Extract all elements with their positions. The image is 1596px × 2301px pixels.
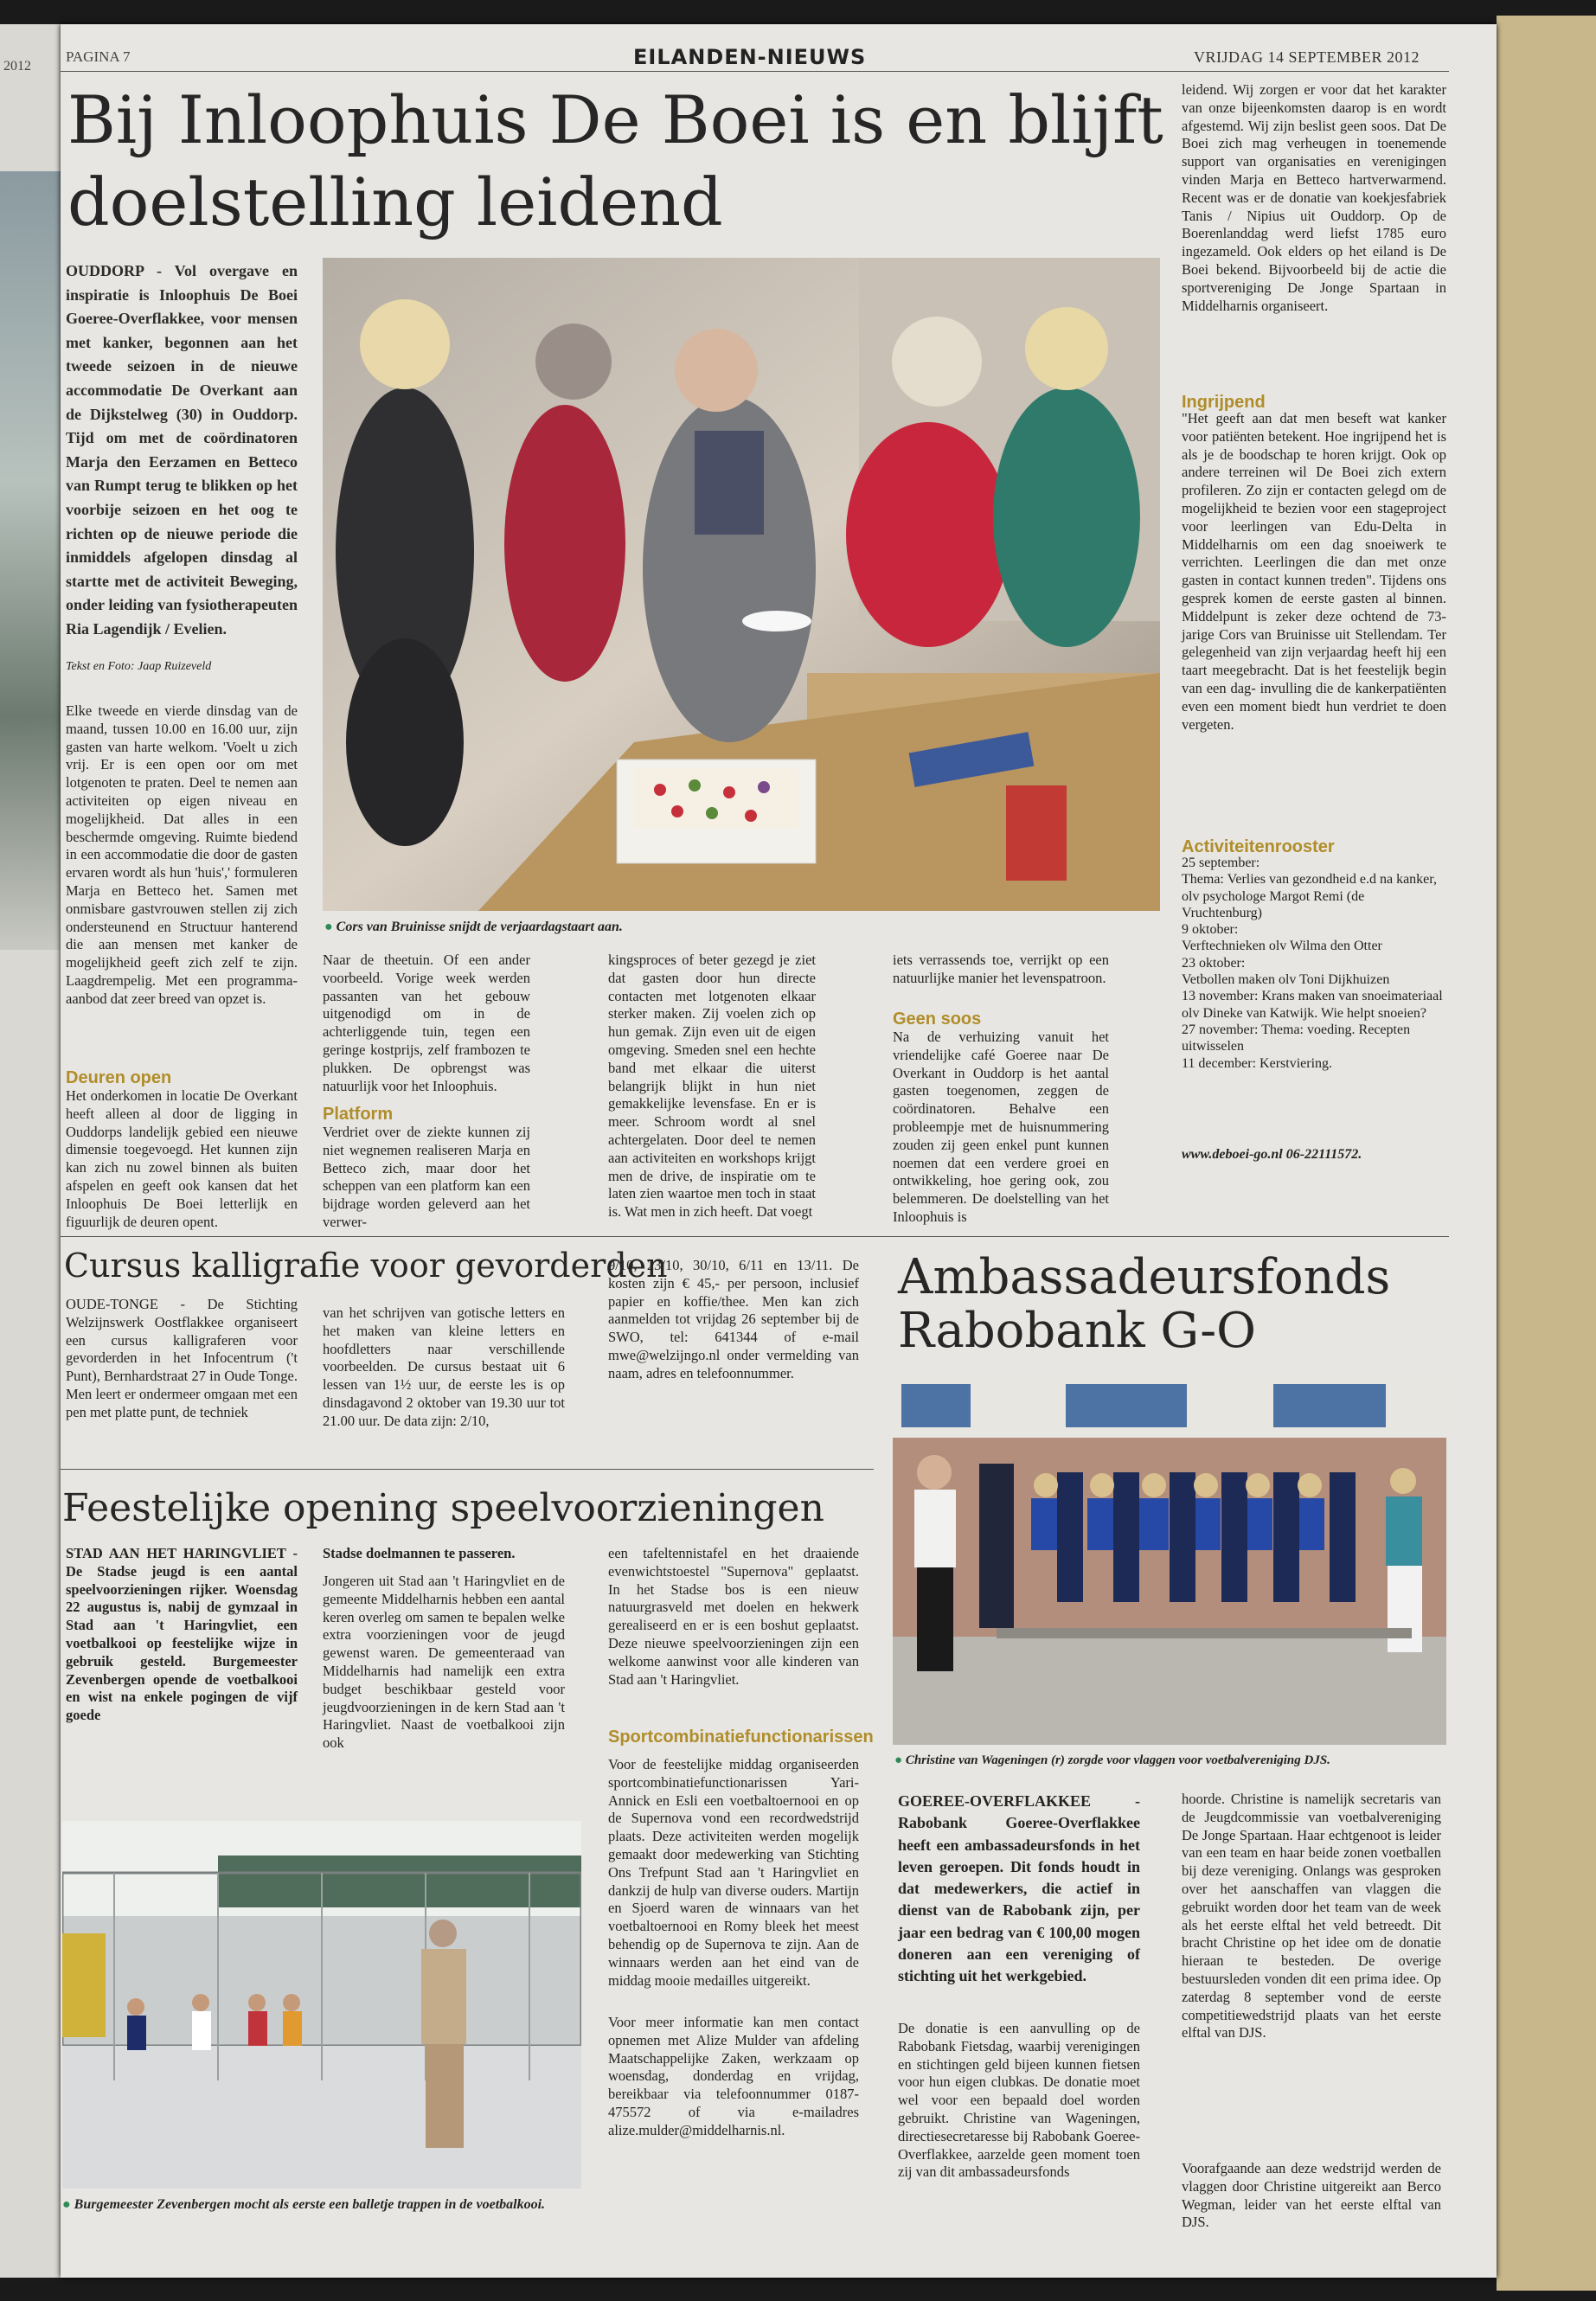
schedule-line: 13 november: Krans maken van snoeimateriaal olv Dineke van Katwijk. Wie helpt snoeien? <box>1182 989 1443 1021</box>
subhead-platform: Platform <box>323 1105 394 1124</box>
issue-date: VRIJDAG 14 SEPTEMBER 2012 <box>1194 48 1420 66</box>
article3-col3b: Voor de feestelijke middag organiseerden sportcombinatiefunctionarissen Yari-Annick en Esli een voetbaltoernooi en op de Supernova vond een recordwedstrijd plaats. Deze activiteiten werden mogelijk gemaakt door medewerking van Stichting Ons Trefpunt Stad aan 't Haringvliet en dankzij de hulp van diverse ouders. Martijn en Sjoerd waren de winnaars van het voetbaltoernooi en Romy bleek het meest behendig op de Supernova te zijn. Aan de winnaars werden aan het eind van de middag mooie medailles uitgereikt. <box>608 1756 859 1989</box>
article1-headline-line1: Bij Inloophuis De Boei is en blijft <box>67 81 1163 158</box>
section-rule <box>61 1469 874 1470</box>
subhead-ingrijpend: Ingrijpend <box>1182 393 1266 412</box>
schedule-line: Vetbollen maken olv Toni Dijkhuizen <box>1182 972 1390 988</box>
website-link[interactable]: www.deboei-go.nl 06-22111572. <box>1182 1147 1362 1162</box>
section-rule <box>61 1236 1449 1237</box>
article4-headline-line2: Rabobank G-O <box>898 1303 1257 1359</box>
flags-team-photo <box>893 1377 1446 1745</box>
newspaper-page <box>61 24 1497 2278</box>
article4-col1: De donatie is een aanvulling op de Rabobank Fietsdag, waarbij verenigingen en stichtingen geld bijeen kunnen fietsen voor hun eigen clubkas. De donatie moet wel voor een bepaald doel worden gebruikt. Christine van Wageningen, directiesecretaresse bij Rabobank Goeree-Overflakkee, aarzelde geen moment toen zij van dit ambassadeursfonds <box>898 2020 1140 2181</box>
article3-col2: Jongeren uit Stad aan 't Haringvliet en de gemeente Middelharnis hebben een aantal keren overleg om samen te bepalen welke extra voorzieningen voor de jeugd gewenst waren. De gemeenteraad van Middelharnis had namelijk een extra budget beschikbaar gesteld voor jeugdvoorzieningen in de kern Stad aan 't Haringvliet. Naast de voetbalkooi zijn ook <box>323 1573 565 1752</box>
schedule-line: 25 september: <box>1182 856 1260 870</box>
article1-photo-caption-text: Cors van Bruinisse snijdt de verjaardagstaart aan. <box>336 920 623 934</box>
article3-photo-caption: ● Burgemeester Zevenbergen mocht als eerste een balletje trappen in de voetbalkooi. <box>62 2197 546 2212</box>
schedule-line: Thema: Verlies van gezondheid e.d na kanker, olv psychologe Margot Remi (de Vruchtenburg) <box>1182 872 1437 920</box>
article4-col2b: Voorafgaande aan deze wedstrijd werden de vlaggen door Christine uitgereikt aan Berco Wegman, leider van het eerste elftal van DJS. <box>1182 2160 1441 2231</box>
book-edge <box>1497 16 1596 2291</box>
article2-col1: OUDE-TONGE - De Stichting Welzijnswerk Oostflakkee organiseert een cursus kalligraferen voor gevorderden in het Infocentrum ('t Punt), Bernhardstraat 27 in Oude Tonge. Men leert er ondermeer omgaan met een pen met platte punt, de techniek <box>66 1296 298 1420</box>
article1-col3-body: kingsproces of beter gezegd je ziet dat gasten door hun directe contacten met lotgenoten elkaar sterker maken. Zij voelen zich op hun gemak. Zijn even uit de eigen omgeving. Smeden snel een hechte band met elkaar die uiterst belangrijk blijkt in hun niet gemakkelijke levensfase. En er is meer. Schroom wordt al snel achtergelaten. Door deel te nemen aan activiteiten en workshops krijgt men de drive, de inspiratie om te laten zien waartoe men toch in staat is. Wat men in zich heeft. Dat voegt <box>608 952 816 1221</box>
article1-body1: Elke tweede en vierde dinsdag van de maand, tussen 10.00 en 16.00 uur, zijn gasten van harte welkom. 'Voelt u zich vrij. Er is een open oor om met lotgenoten te praten. Deel te nemen aan activiteiten op eigen niveau en mogelijkheid. Dat alles in een beschermde omgeving. Ruimte biedend in een accommodatie die door de gasten ervaren wordt als hun 'huis',' formuleren Marja en Betteco het. Samen met onmisbare gastvrouwen stellen zij zich ondersteunend en Structuur hanterend die aan mensen met kanker de mogelijkheid geeft zich zelf te zijn. Laagdrempelig. Met een programma-aanbod dat zeer breed van opzet is. <box>66 702 298 1007</box>
subhead-activiteitenrooster: Activiteitenrooster <box>1182 837 1335 856</box>
article1-headline-line2: doelstelling leidend <box>67 163 723 240</box>
schedule-line: Verftechnieken olv Wilma den Otter <box>1182 939 1382 954</box>
article2-col2: van het schrijven van gotische letters en het maken van kleine letters en hoofdletters naar verschillende voorbeelden. De cursus bestaat uit 6 lessen van 1½ uur, de eerste les is op dinsdagavond 2 oktober van 19.30 uur tot 21.00 uur. De data zijn: 2/10, <box>323 1304 565 1429</box>
schedule-line: 9 oktober: <box>1182 922 1239 938</box>
article3-col3: een tafeltennistafel en het draaiende evenwichtstoestel "Supernova" geplaatst. In het Stadse bos is een nieuw natuurgrasveld met doelen en hekwerk gerealiseerd en er is een boshut geplaatst. Deze nieuwe speelvoorzieningen zijn een welkome aanwinst voor alle kinderen van Stad aan 't Haringvliet. <box>608 1545 859 1688</box>
article3-headline: Feestelijke opening speelvoorzieningen <box>62 1486 824 1530</box>
article3-lead: STAD AAN HET HARINGVLIET - De Stadse jeugd is een aantal speelvoorzieningen rijker. Woensdag 22 augustus is, nabij de gymzaal in Stad aan 't Haringvliet, een voetbalkooi op feestelijke wijze in gebruik gesteld. Burgemeester Zevenbergen opende de voetbalkooi en wist na enkele pogingen de vijf goede <box>66 1545 298 1724</box>
schedule-line: 23 oktober: <box>1182 955 1246 971</box>
article1-col2-body: Naar de theetuin. Of een ander voorbeeld. Vorige week werden passanten van het gebouw uitgenodigd om in de achterliggende tuin, tegen een geringe kostprijs, zelf frambozen te plukken. De opbrengst was natuurlijk voor het Inloophuis. <box>323 952 530 1094</box>
previous-page-photo <box>0 171 61 950</box>
article1-lead: OUDDORP - Vol overgave en inspiratie is Inloophuis De Boei Goeree-Overflakkee, voor mensen met kanker, begonnen aan het tweede seizoen in de nieuwe accommodatie De Overkant aan de Dijkstelweg (30) in Ouddorp. Tijd om met de coördinatoren Marja den Eerzamen en Betteco van Rumpt terug te blikken op het voorbije seizoen en het oog te richten op de nieuwe periode die inmiddels afgelopen dinsdag al startte met de activiteit Beweging, onder leiding van fysiotherapeuten Ria Lagendijk / Evelien. <box>66 262 298 638</box>
article4-headline-line1: Ambassadeursfonds <box>898 1249 1391 1305</box>
article1-right-ingrijpend: "Het geeft aan dat men beseft wat kanker voor patiënten betekent. Hoe ingrijpend het is als je de boodschap te horen krijgt. Ook op andere terreinen wil De Boei zich extern profileren. Zo zijn er contacten gelegd om de mogelijkheid te bezien voor een stageproject voor leerlingen van Edu-Delta in Middelharnis om een dag snoeiwerk te verrichten. Leerlingen die dan met onze gasten in contact kunnen treden". Tijdens ons gesprek komen de eerste gasten al binnen. Middelpunt is zeker deze ochtend de 73-jarige Cors van Bruinisse uit Stellendam. Ter gelegenheid van zijn verjaardag heeft hij een taart meegebracht. Dat is het feestelijk begin van een dag- invulling die de kankerpatiënten even een moment biedt hun verdriet te doen vergeten. <box>1182 410 1446 733</box>
article3-photo-caption-text: Burgemeester Zevenbergen mocht als eerste een balletje trappen in de voetbalkooi. <box>74 2197 546 2212</box>
schedule-line: 27 november: Thema: voeding. Recepten uitwisselen <box>1182 1022 1411 1054</box>
article1-credit: Tekst en Foto: Jaap Ruizeveld <box>66 660 212 673</box>
article4-photo-caption: ● Christine van Wageningen (r) zorgde voor vlaggen voor voetbalvereniging DJS. <box>894 1753 1330 1767</box>
article2-headline: Cursus kalligrafie voor gevorderden <box>64 1247 668 1285</box>
article4-lead: GOEREE-OVERFLAKKEE - Rabobank Goeree-Overflakkee heeft een ambassadeursfonds in het leven geroepen. Dit fonds houdt in dat medewerkers, die actief in dienst van de Rabobank zijn, per jaar een bedrag van € 100,00 mogen doneren aan een vereniging of stichting uit het werkgebied. <box>898 1792 1140 1985</box>
subhead-sportcombinatie: Sportcombinatiefunctionarissen <box>608 1727 874 1747</box>
article1-right-body: leidend. Wij zorgen er voor dat het karakter van onze bijeenkomsten daarop is en wordt afgestemd. Wij zijn beslist geen soos. Dat De Boei zich mag verheugen in toenemende support van organisaties en verenigingen vinden Marja en Betteco hartverwarmend. Recent was er de donatie van koekjesfabriek Tanis / Nipius uit Ouddorp. Op de Boerenlanddag werd liefst 1785 euro ingezameld. Ook elders op het eiland is De Boei bekend. Bijvoorbeeld bij de actie die sportvereniging De Jonge Spartaan in Middelharnis organiseert. <box>1182 81 1446 314</box>
article4-col2: hoorde. Christine is namelijk secretaris van de Jeugdcommissie van voetbalvereniging De Jonge Spartaan. Haar echtgenoot is leider van een team en haar beide zonen voetballen bij deze vereniging. Onlangs was gesproken over het aanschaffen van vlaggen die gebruikt worden door het team van de week als het eerste elftal het veld betreedt. Dit bracht Christine op het idee om de donatie hieraan te besteden. De overige bestuursleden vonden dit een prima idee. Op zaterdag 8 september vond de eerste competitiewedstrijd plaats van het eerste elftal van DJS. <box>1182 1791 1441 2041</box>
schedule-line: 11 december: Kerstviering. <box>1182 1055 1333 1071</box>
article2-col3: 9/10, 23/10, 30/10, 6/11 en 13/11. De kosten zijn € 45,- per persoon, inclusief papier en koffie/thee. Men kan zich aanmelden tot vrijdag 26 september bij de SWO, tel: 641344 of e-mail mwe@welzijngo.nl onder vermelding van naam, adres en telefoonnummer. <box>608 1257 859 1381</box>
page-number: PAGINA 7 <box>66 48 131 65</box>
subhead-deuren-open: Deuren open <box>66 1068 172 1087</box>
article1-col2-platform: Verdriet over de ziekte kunnen zij niet wegnemen realiseren Marja en Betteco zich, maar door het scheppen van een platform kan een bijdrage worden geleverd aan het verwer- <box>323 1124 530 1230</box>
activity-schedule <box>1182 855 1446 1072</box>
article1-body-deuren: Het onderkomen in locatie De Overkant heeft alleen al door de ligging in Ouddorps landelijk gebied een nieuwe dimensie toegevoegd. Het kunnen zijn kan zich nu zowel binnen als buiten afspelen en geeft ook kansen dat het Inloophuis De Boei letterlijk en figuurlijk de deuren opent. <box>66 1087 298 1230</box>
article1-col4-body: iets verrassends toe, verrijkt op een natuurlijke manier het levenspatroon. <box>893 952 1109 986</box>
subhead-geen-soos: Geen soos <box>893 1009 982 1029</box>
previous-page-edge <box>0 24 61 2278</box>
header-rule <box>61 71 1449 72</box>
article4-photo-caption-text: Christine van Wageningen (r) zorgde voor vlaggen voor voetbalvereniging DJS. <box>905 1753 1330 1767</box>
article1-photo-caption: ● Cors van Bruinisse snijdt de verjaardagstaart aan. <box>324 920 623 934</box>
paper-name: EILANDEN-NIEUWS <box>633 45 867 69</box>
article3-lead-end: Stadse doelmannen te passeren. <box>323 1545 516 1561</box>
birthday-party-photo <box>323 258 1160 911</box>
football-cage-photo <box>62 1821 581 2189</box>
margin-year: 2012 <box>3 59 31 74</box>
article1-col4-geen: Na de verhuizing vanuit het vriendelijke café Goeree naar De Overkant in Ouddorp is het aantal gasten toegenomen, zeggen de coördinatoren. Behalve een probleempje met de huisnummering zouden zij geen enkel punt kunnen noemen dat een verdere groei en ontwikkeling, hoe gering ook, zou belemmeren. De doelstelling van het Inloophuis is <box>893 1029 1109 1225</box>
article3-col3c: Voor meer informatie kan men contact opnemen met Alize Mulder van afdeling Maatschappelijke Zaken, werkzaam op woensdag, donderdag en vrijdag, bereikbaar via telefoonnummer 0187-475572 of via e-mailadres alize.mulder@middelharnis.nl. <box>608 2014 859 2138</box>
